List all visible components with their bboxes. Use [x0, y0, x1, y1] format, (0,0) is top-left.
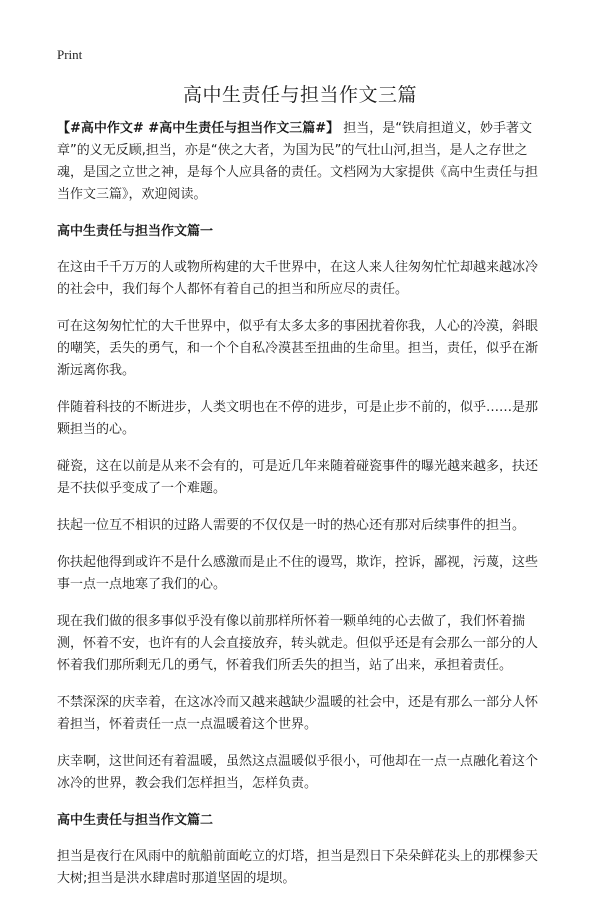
section-heading-1: 高中生责任与担当作文篇一 — [57, 224, 214, 239]
paragraph: 可在这匆匆忙忙的大千世界中，似乎有太多太多的事困扰着你我，人心的冷漠，斜眼的嘲笑，丢失的勇气，和一个个自私冷漠甚至扭曲的生命里。担当，责任，似乎在渐渐远离你我。 — [57, 319, 539, 378]
paragraph: 碰瓷，这在以前是从来不会有的，可是近几年来随着碰瓷事件的曝光越来越多，扶还是不扶似乎变成了一个难题。 — [57, 459, 539, 496]
intro-paragraph — [57, 118, 545, 206]
paragraph: 不禁深深的庆幸着，在这冰冷而又越来越缺少温暖的社会中，还是有那么一部分人怀着担当，怀着责任一点一点温暖着这个世界。 — [57, 695, 539, 732]
paragraph: 担当是夜行在风雨中的航船前面屹立的灯塔，担当是烈日下朵朵鲜花头上的那棵参天大树;担当是洪水肆虐时那道坚固的堤坝。 — [57, 849, 539, 886]
intro-text: 担当，是“铁肩担道义，妙手著文章”的义无反顾,担当，亦是“侠之大者，为国为民”的气壮山河,担当，是人之存世之魂，是国之立世之神，是每个人应具备的责任。文档网为大家提供《高中生责任与担当作文三篇》，欢迎阅读。 — [57, 121, 539, 202]
paragraph: 扶起一位互不相识的过路人需要的不仅仅是一时的热心还有那对后续事件的担当。 — [57, 518, 526, 533]
paragraph: 庆幸啊，这世间还有着温暖，虽然这点温暖似乎很小，可他却在一点一点融化着这个冰冷的世界，教会我们怎样担当，怎样负责。 — [57, 754, 539, 791]
paragraph: 你扶起他得到或许不是什么感激而是止不住的谩骂，欺诈，控诉，鄙视，污蔑，这些事一点一点地寒了我们的心。 — [57, 555, 539, 592]
intro-tags: 【#高中作文# #高中生责任与担当作文三篇#】 — [57, 121, 340, 136]
section-heading-2: 高中生责任与担当作文篇二 — [57, 813, 214, 828]
article-body — [57, 118, 545, 905]
page-title: 高中生责任与担当作文三篇 — [182, 84, 417, 106]
paragraph: 在这由千千万万的人或物所构建的大千世界中，在这人来人往匆匆忙忙却越来越冰冷的社会中，我们每个人都怀有着自己的担当和所应尽的责任。 — [57, 260, 539, 297]
paragraph: 伴随着科技的不断进步，人类文明也在不停的进步，可是止步不前的，似乎……是那颗担当的心。 — [57, 400, 539, 437]
paragraph: 现在我们做的很多事似乎没有像以前那样所怀着一颗单纯的心去做了，我们怀着揣测，怀着不安，也许有的人会直接放弃，转头就走。但似乎还是有会那么一部分的人怀着我们那所剩无几的勇气，怀着我们所丢失的担当，站了出来，承担着责任。 — [57, 614, 539, 673]
print-label[interactable]: Print — [57, 47, 83, 62]
